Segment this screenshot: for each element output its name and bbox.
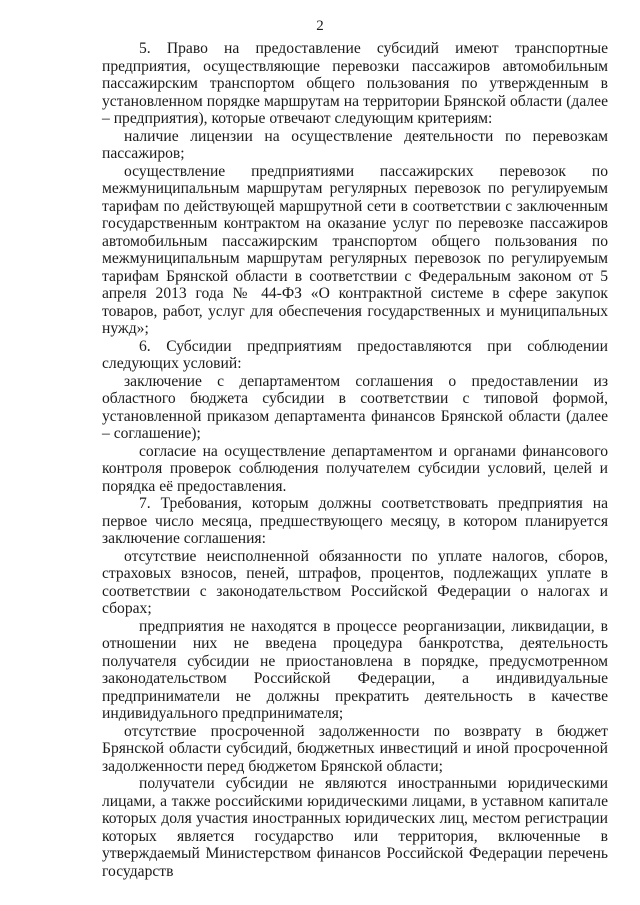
requirement-not-foreign: получатели субсидии не являются иностранными юридическими лицами, а также российскими юридическими лицами, в уставном капитале которых доля участия иностранных юридических лиц, местом регистрации которых является государство или территория, включенные в утверждаемый Министерством финансов Российской Федерации перечень государств — [102, 775, 608, 880]
page-number: 2 — [316, 18, 324, 34]
paragraph-5-intro: 5. Право на предоставление субсидий имеют транспортные предприятия, осуществляющие перевозки пассажиров автомобильным пассажирским транспортом общего пользования по утвержденным в установленном порядке маршрутам на территории Брянской области (далее – предприятия), которые отвечают следующим критериям: — [102, 40, 608, 127]
paragraph-7-intro: 7. Требования, которым должны соответствовать предприятия на первое число месяца, предшествующего месяцу, в котором планируется заключение соглашения: — [102, 495, 608, 547]
requirement-no-taxes-debt: отсутствие неисполненной обязанности по уплате налогов, сборов, страховых взносов, пеней, штрафов, процентов, подлежащих уплате в соответствии с законодательством Российской Федерации о налогах и сборах; — [102, 547, 608, 617]
condition-agreement: заключение с департаментом соглашения о предоставлении из областного бюджета субсидии в соответствии с типовой формой, установленной приказом департамента финансов Брянской области (далее – соглашение); — [102, 372, 608, 442]
paragraph-6-intro: 6. Субсидии предприятиям предоставляются при соблюдении следующих условий: — [102, 337, 608, 372]
criterion-transportation: осуществление предприятиями пассажирских перевозок по межмуниципальным маршрутам регулярных перевозок по регулируемым тарифам по действующей маршрутной сети в соответствии с заключенным государственным контрактом на оказание услуг по перевозке пассажиров автомобильным пассажирским транспортом общего пользования по межмуниципальным маршрутам регулярных перевозок по регулируемым тарифам Брянской области в соответствии с Федеральным законом от 5 апреля 2013 года № 44-ФЗ «О контрактной системе в сфере закупок товаров, работ, услуг для обеспечения государственных и муниципальных нужд»; — [102, 162, 608, 337]
condition-consent: согласие на осуществление департаментом и органами финансового контроля проверок соблюдения получателем субсидии условий, целей и порядка её предоставления. — [102, 442, 608, 495]
requirement-no-overdue-debt: отсутствие просроченной задолженности по возврату в бюджет Брянской области субсидий, бюджетных инвестиций и иной просроченной задолженности перед бюджетом Брянской области; — [102, 722, 608, 775]
document-body — [102, 40, 608, 880]
criterion-license: наличие лицензии на осуществление деятельности по перевозкам пассажиров; — [102, 127, 608, 162]
requirement-no-reorganization: предприятия не находятся в процессе реорганизации, ликвидации, в отношении них не введена процедура банкротства, деятельность получателя субсидии не приостановлена в порядке, предусмотренном законодательством Российской Федерации, а индивидуальные предприниматели не должны прекратить деятельность в качестве индивидуального предпринимателя; — [102, 617, 608, 722]
